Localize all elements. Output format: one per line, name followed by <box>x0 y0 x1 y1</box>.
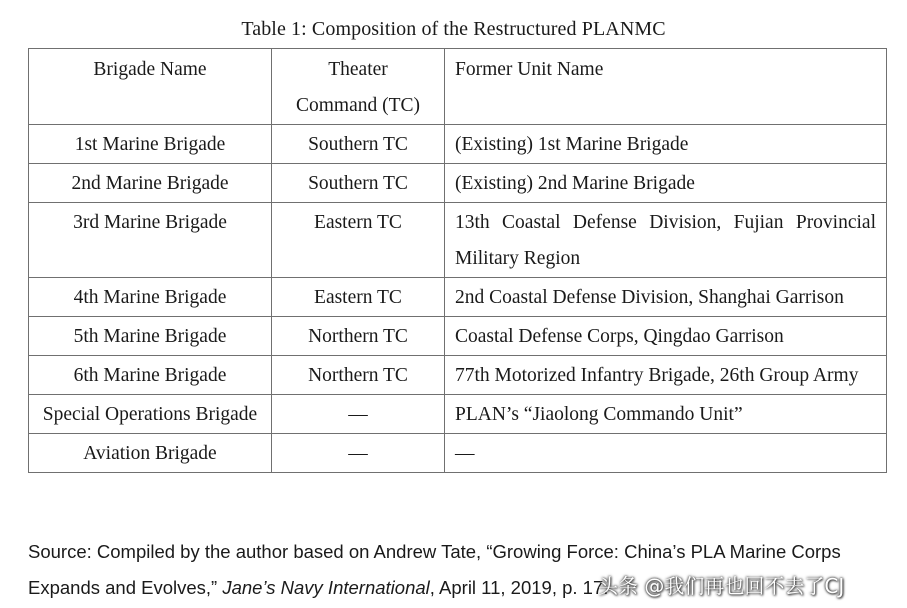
watermark: 头条 @我们再也回不去了CJ <box>598 574 845 598</box>
cell-former-unit: (Existing) 1st Marine Brigade <box>445 125 887 164</box>
cell-theater: — <box>272 395 445 434</box>
cell-former-unit: (Existing) 2nd Marine Brigade <box>445 164 887 203</box>
table-row <box>29 317 887 356</box>
header-former-unit-name: Former Unit Name <box>445 49 887 125</box>
cell-brigade: 2nd Marine Brigade <box>29 164 272 203</box>
table-row <box>29 356 887 395</box>
cell-brigade: 1st Marine Brigade <box>29 125 272 164</box>
header-brigade-name: Brigade Name <box>29 49 272 125</box>
table-row <box>29 278 887 317</box>
table-row <box>29 164 887 203</box>
cell-theater: Eastern TC <box>272 203 445 278</box>
cell-theater: Eastern TC <box>272 278 445 317</box>
source-suffix: , April 11, 2019, p. 17. <box>429 577 609 598</box>
source-prefix: Source: Compiled by the author based on Andrew Tate, “Growing Force: China’s PLA Marine Corps Expands and Evolves,” <box>28 541 841 598</box>
brigade-table <box>28 48 887 473</box>
cell-theater: Southern TC <box>272 125 445 164</box>
source-journal: Jane’s Navy International <box>222 577 430 598</box>
cell-theater: Southern TC <box>272 164 445 203</box>
cell-theater: — <box>272 434 445 473</box>
table-caption: Table 1: Composition of the Restructured PLANMC <box>241 18 666 40</box>
table-row <box>29 395 887 434</box>
header-theater-line2: Command (TC) <box>295 95 421 116</box>
cell-former-unit: 13th Coastal Defense Division, Fujian Provincial Military Region <box>445 203 887 278</box>
cell-brigade: Special Operations Brigade <box>29 395 272 434</box>
cell-brigade: Aviation Brigade <box>29 434 272 473</box>
cell-former-unit: — <box>445 434 887 473</box>
cell-theater: Northern TC <box>272 356 445 395</box>
cell-brigade: 5th Marine Brigade <box>29 317 272 356</box>
cell-former-unit: Coastal Defense Corps, Qingdao Garrison <box>445 317 887 356</box>
cell-theater: Northern TC <box>272 317 445 356</box>
cell-former-unit: 77th Motorized Infantry Brigade, 26th Group Army <box>445 356 887 395</box>
cell-brigade: 6th Marine Brigade <box>29 356 272 395</box>
cell-brigade: 3rd Marine Brigade <box>29 203 272 278</box>
table-row <box>29 434 887 473</box>
header-theater-command <box>272 49 445 125</box>
table-header-row <box>29 49 887 125</box>
table-row <box>29 125 887 164</box>
cell-former-unit: PLAN’s “Jiaolong Commando Unit” <box>445 395 887 434</box>
table-row <box>29 203 887 278</box>
cell-former-unit: 2nd Coastal Defense Division, Shanghai Garrison <box>445 278 887 317</box>
cell-brigade: 4th Marine Brigade <box>29 278 272 317</box>
header-theater-line1: Theater <box>328 59 388 80</box>
